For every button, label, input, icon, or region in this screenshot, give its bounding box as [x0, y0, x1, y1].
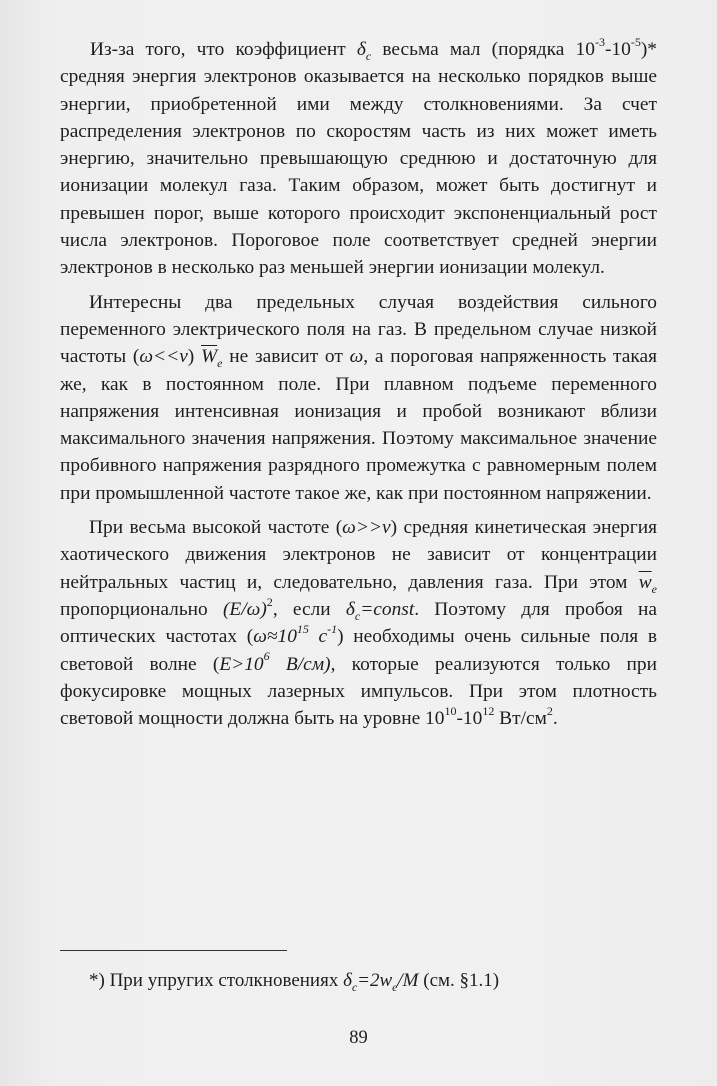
- math-subscript: e: [392, 980, 398, 994]
- superscript: -1: [327, 621, 338, 636]
- math-subscript: e: [651, 581, 657, 596]
- text-run: )* средняя энергия электронов оказывается на несколько порядков выше энергии, приобретенной ими между столкновениями. За счет распределения электронов по скоростям часть из них может иметь энергию, значительно превышающую среднюю и достаточную для ионизации молекул газа. Таким образом, может быть достигнут и превышен порог, выше которого происходит экспоненциальный рост числа электронов. Пороговое поле соответствует средней энергии электронов в несколько раз меньшей энергии ионизации молекул.: [60, 39, 657, 279]
- math-subscript: c: [365, 48, 372, 63]
- text-run: Интересны два предельных случая воздействия сильного переменного электрического поля на газ. В предельном случае низкой частоты (: [60, 291, 657, 368]
- body-text: [60, 36, 657, 732]
- paragraph-3: [60, 514, 657, 732]
- math-delta: δ: [356, 39, 366, 60]
- text-run: *) При упругих столкновениях: [89, 970, 344, 991]
- text-run: .: [552, 708, 558, 730]
- text-run: -10: [604, 39, 631, 60]
- text-run: ) средняя кинетическая энергия хаотического движения электронов не зависит от концентрации нейтральных частиц и, следовательно, давления газа. При этом: [60, 517, 657, 593]
- text-run: При весьма высокой частоте (: [89, 517, 343, 539]
- text-run: (см. §1.1): [418, 970, 500, 991]
- math-subscript: c: [351, 980, 358, 994]
- text-run: , а пороговая напряженность такая же, как в постоянном поле. При плавном подъеме переменного напряжения интенсивная ионизация и пробой возникают вблизи максимального значения напряжения. Поэтому максимальное значение пробивного напряжения разрядного промежутка с равномерным полем при промышленной частоте такое же, как при постоянном напряжении.: [60, 346, 658, 504]
- math-subscript: c: [354, 608, 361, 623]
- text-run: весьма мал (порядка 10: [371, 39, 595, 60]
- superscript: 2: [546, 703, 553, 718]
- paragraph-2: [60, 289, 657, 507]
- math-subscript: e: [217, 356, 223, 371]
- math-inline: =2w: [357, 970, 393, 991]
- math-inline: ω>>ν: [342, 517, 391, 539]
- text-run: ) необходимы очень сильные поля в световой волне (: [60, 626, 657, 675]
- math-inline: В/см): [269, 653, 331, 675]
- text-run: ): [187, 346, 201, 368]
- superscript: -5: [630, 34, 641, 49]
- math-mean-energy: $\overline{w}$: [638, 571, 652, 593]
- superscript: -3: [594, 34, 605, 49]
- text-run: , если: [272, 598, 346, 620]
- text-run: , которые реализуются только при фокусировке мощных лазерных импульсов. При этом плотность световой мощности должна быть на уровне 10: [60, 653, 657, 730]
- superscript: 12: [482, 703, 495, 718]
- text-run: Из-за того, что коэффициент: [90, 39, 357, 60]
- math-mean-energy: $\overline{W}$: [201, 346, 218, 368]
- page-number: 89: [349, 1028, 368, 1048]
- math-inline: ω≈10: [253, 626, 297, 648]
- footnote: [89, 969, 649, 993]
- superscript: 6: [263, 649, 270, 664]
- math-inline: E>10: [219, 653, 264, 675]
- math-delta: δ: [343, 970, 352, 991]
- text-run: пропорционально: [60, 598, 223, 620]
- text-run: Вт/см: [494, 708, 547, 730]
- math-inline: /M: [397, 970, 419, 991]
- superscript: 10: [444, 703, 457, 718]
- math-omega: ω: [349, 346, 364, 368]
- math-inline: =const: [360, 598, 415, 620]
- text-run: не зависит от: [222, 346, 350, 368]
- paragraph-1: [60, 36, 657, 282]
- math-inline: c: [308, 626, 328, 648]
- math-inline: (E/ω): [222, 598, 267, 620]
- footnote-divider: [60, 950, 287, 951]
- text-run: . Поэтому для пробоя на оптических частотах (: [60, 598, 657, 648]
- math-delta: δ: [345, 598, 355, 620]
- superscript: 2: [266, 594, 273, 609]
- superscript: 15: [296, 621, 309, 636]
- math-inline: ω<<ν: [139, 346, 188, 368]
- text-run: -10: [456, 708, 483, 730]
